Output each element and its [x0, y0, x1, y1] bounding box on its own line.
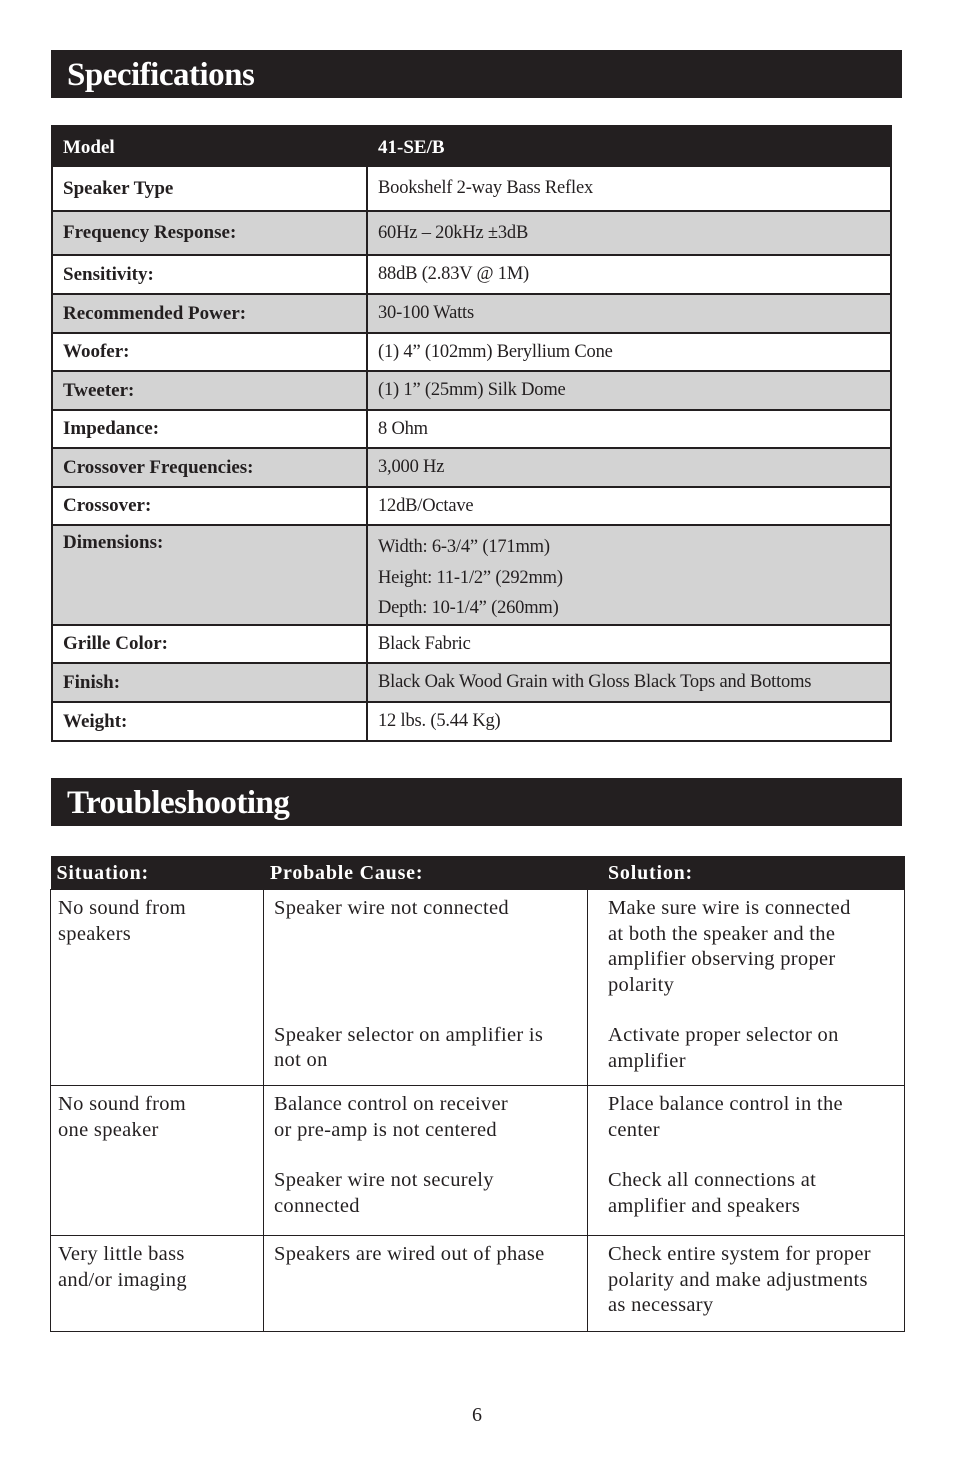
- spec-label: Crossover Frequencies:: [52, 448, 367, 487]
- cause-cell: [264, 1236, 588, 1332]
- spec-row-tweeter: [52, 371, 891, 410]
- spec-label: Frequency Response:: [52, 211, 367, 255]
- spec-label: Finish:: [52, 663, 367, 702]
- column-header-probable-cause: Probable Cause:: [264, 856, 588, 890]
- spec-label: Dimensions:: [52, 525, 367, 625]
- spec-label: Impedance:: [52, 410, 367, 448]
- spec-header-value: 41-SE/B: [367, 126, 891, 166]
- spec-label: Tweeter:: [52, 371, 367, 410]
- spec-value: Black Fabric: [367, 625, 891, 663]
- cause-text: Speaker wire not securely connected: [274, 1169, 494, 1217]
- specifications-table: [51, 125, 892, 742]
- situation-cell: [51, 1236, 264, 1332]
- spec-label: Recommended Power:: [52, 294, 367, 333]
- spec-value: 88dB (2.83V @ 1M): [367, 255, 891, 294]
- spec-row-finish: [52, 663, 891, 702]
- spec-value: Bookshelf 2-way Bass Reflex: [367, 166, 891, 211]
- spec-value: 60Hz – 20kHz ±3dB: [367, 211, 891, 255]
- spec-value: 12 lbs. (5.44 Kg): [367, 702, 891, 741]
- spec-value: (1) 4” (102mm) Beryllium Cone: [367, 333, 891, 371]
- solution-cell: [588, 1236, 905, 1332]
- column-header-situation: Situation:: [51, 856, 264, 890]
- cause-cell: [264, 1086, 588, 1236]
- troubleshooting-row-no-sound-one-speaker: [51, 1086, 905, 1236]
- column-header-solution: Solution:: [588, 856, 905, 890]
- cause-cell: [264, 890, 588, 1086]
- spec-row-recommended-power: [52, 294, 891, 333]
- solution-text: Activate proper selector on amplifier: [608, 1024, 839, 1072]
- spec-header-row: [52, 126, 891, 166]
- spec-label: Woofer:: [52, 333, 367, 371]
- spec-row-woofer: [52, 333, 891, 371]
- spec-row-crossover: [52, 487, 891, 525]
- spec-header-label: Model: [52, 126, 367, 166]
- cause-text: Speaker selector on amplifier is not on: [274, 1023, 544, 1071]
- specifications-heading: Specifications: [51, 50, 902, 98]
- spec-value: 30-100 Watts: [367, 294, 891, 333]
- spec-row-impedance: [52, 410, 891, 448]
- spec-label: Sensitivity:: [52, 255, 367, 294]
- cause-text: Speaker wire not connected: [274, 897, 509, 919]
- situation-cell: [51, 1086, 264, 1236]
- troubleshooting-table: [50, 856, 905, 1332]
- solution-text: Check all connections at amplifier and speakers: [608, 1169, 817, 1217]
- spec-label: Grille Color:: [52, 625, 367, 663]
- spec-label: Crossover:: [52, 487, 367, 525]
- dimension-width: Width: 6-3/4” (171mm): [378, 537, 550, 557]
- spec-row-speaker-type: [52, 166, 891, 211]
- solution-text: Check entire system for proper polarity and make adjustments as necessary: [608, 1243, 871, 1316]
- dimension-height: Height: 11-1/2” (292mm): [378, 567, 563, 588]
- situation-text: No sound from one speaker: [58, 1093, 187, 1141]
- spec-row-grille-color: [52, 625, 891, 663]
- spec-value: 8 Ohm: [367, 410, 891, 448]
- solution-text: Make sure wire is connected at both the speaker and the amplifier observing proper polarity: [608, 897, 851, 996]
- spec-value: (1) 1” (25mm) Silk Dome: [367, 371, 891, 410]
- troubleshooting-row-no-sound-speakers: [51, 890, 905, 1086]
- spec-value: 3,000 Hz: [367, 448, 891, 487]
- solution-cell: [588, 890, 905, 1086]
- spec-row-dimensions: [52, 525, 891, 625]
- situation-text: Very little bass and/or imaging: [58, 1243, 187, 1291]
- cause-text: Speakers are wired out of phase: [274, 1243, 545, 1265]
- spec-row-crossover-frequencies: [52, 448, 891, 487]
- spec-row-sensitivity: [52, 255, 891, 294]
- spec-row-frequency-response: [52, 211, 891, 255]
- solution-text: Place balance control in the center: [608, 1093, 843, 1141]
- spec-label: Weight:: [52, 702, 367, 741]
- dimension-depth: Depth: 10-1/4” (260mm): [378, 598, 559, 618]
- cause-text: Balance control on receiver or pre-amp is not centered: [274, 1093, 509, 1141]
- spec-value: Black Oak Wood Grain with Gloss Black Tops and Bottoms: [367, 663, 891, 702]
- troubleshooting-row-little-bass: [51, 1236, 905, 1332]
- spec-value: 12dB/Octave: [367, 487, 891, 525]
- troubleshooting-header-row: [51, 856, 905, 890]
- spec-value-dimensions: [367, 525, 891, 625]
- solution-cell: [588, 1086, 905, 1236]
- spec-row-weight: [52, 702, 891, 741]
- page-number: 6: [472, 1404, 482, 1426]
- spec-label: Speaker Type: [52, 166, 367, 211]
- situation-cell: [51, 890, 264, 1086]
- situation-text: No sound from speakers: [58, 897, 187, 945]
- troubleshooting-heading: Troubleshooting: [51, 778, 902, 826]
